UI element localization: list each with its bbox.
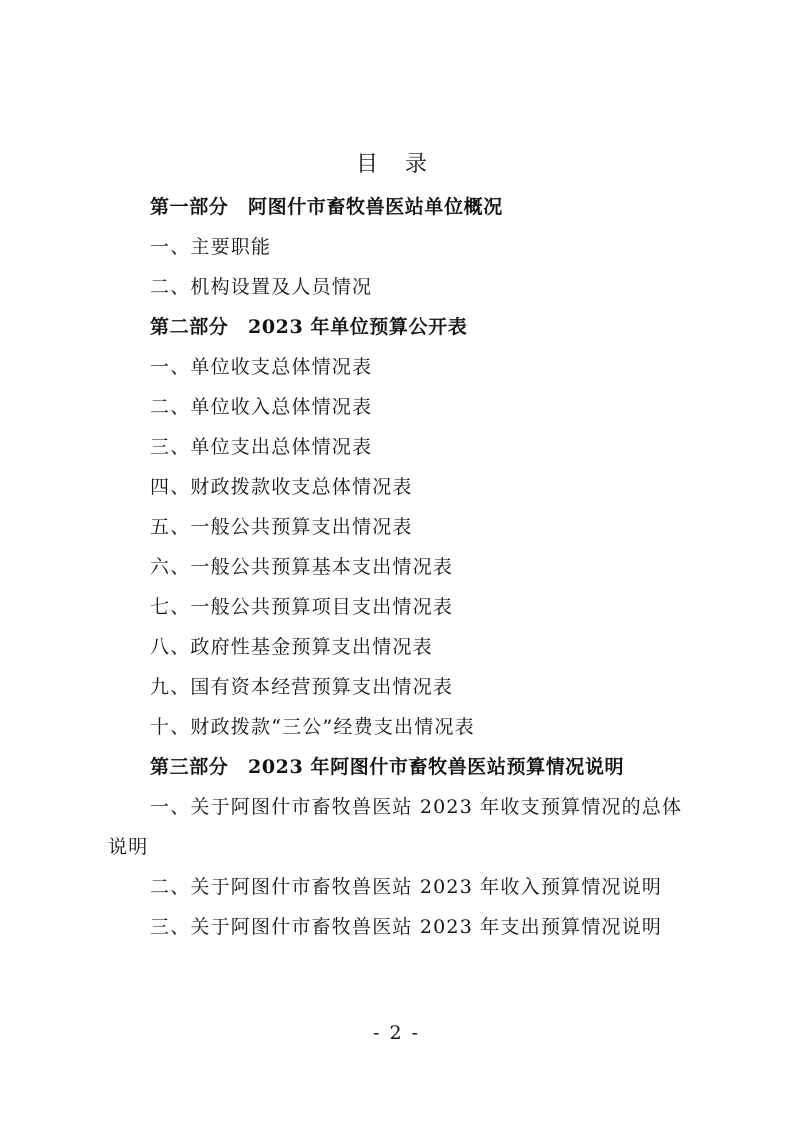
part1-heading: 第一部分 阿图什市畜牧兽医站单位概况 (150, 196, 503, 218)
toc-item: 三、单位支出总体情况表 (150, 436, 373, 458)
toc-item: 十、财政拨款“三公”经费支出情况表 (150, 716, 475, 738)
toc-item: 一、关于阿图什市畜牧兽医站 2023 年收支预算情况的总体 (150, 796, 683, 818)
toc-item: 八、政府性基金预算支出情况表 (150, 636, 433, 658)
toc-item: 四、财政拨款收支总体情况表 (150, 476, 413, 498)
toc-item: 三、关于阿图什市畜牧兽医站 2023 年支出预算情况说明 (150, 916, 663, 938)
part2-heading: 第二部分 2023 年单位预算公开表 (150, 316, 468, 338)
toc-item: 九、国有资本经营预算支出情况表 (150, 676, 454, 698)
toc-item: 二、机构设置及人员情况 (150, 276, 373, 298)
toc-item: 七、一般公共预算项目支出情况表 (150, 596, 454, 618)
toc-item: 五、一般公共预算支出情况表 (150, 516, 413, 538)
toc-item: 六、一般公共预算基本支出情况表 (150, 556, 454, 578)
toc-item: 一、主要职能 (150, 236, 272, 258)
toc-title: 目 录 (356, 152, 437, 177)
part3-heading: 第三部分 2023 年阿图什市畜牧兽医站预算情况说明 (150, 756, 625, 778)
toc-item-continuation: 说明 (108, 836, 149, 858)
page-number: - 2 - (372, 1022, 420, 1044)
toc-item: 二、关于阿图什市畜牧兽医站 2023 年收入预算情况说明 (150, 876, 663, 898)
toc-item: 一、单位收支总体情况表 (150, 356, 373, 378)
toc-item: 二、单位收入总体情况表 (150, 396, 373, 418)
